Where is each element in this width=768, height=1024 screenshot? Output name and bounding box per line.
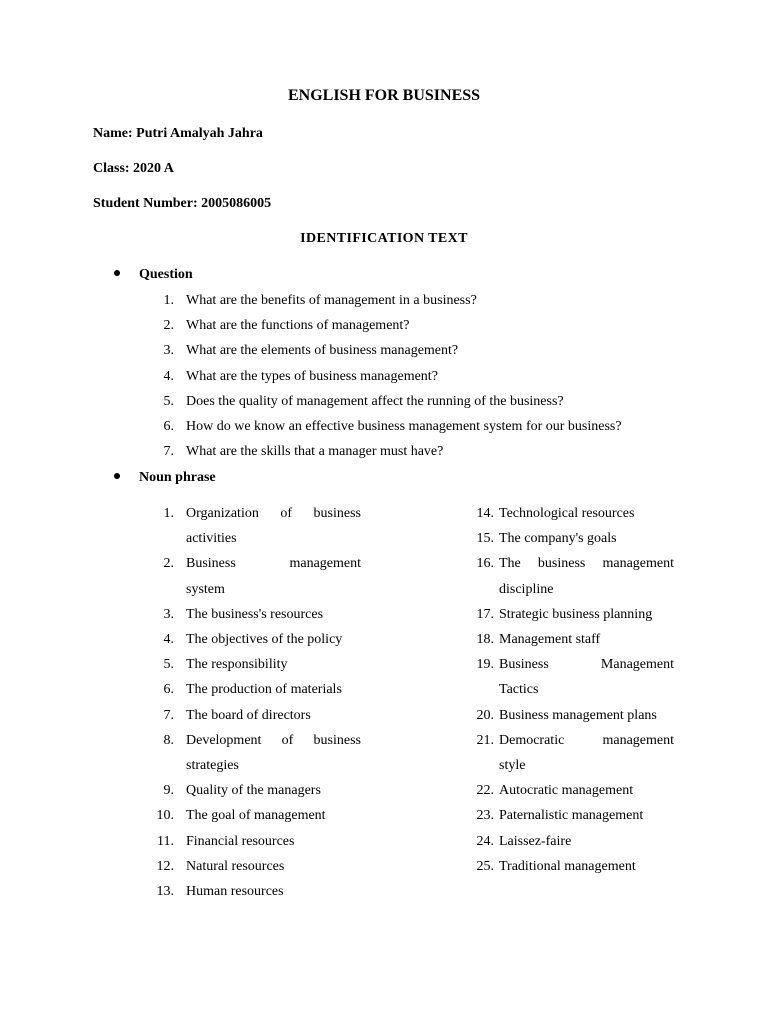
noun-phrase-text: Business management plans xyxy=(499,707,657,723)
noun-phrase-word: Organization xyxy=(186,506,259,521)
noun-phrase-heading xyxy=(114,470,216,486)
noun-phrase-number: 14. xyxy=(476,506,494,521)
noun-phrase-text: The objectives of the policy xyxy=(186,632,343,647)
question-heading-label: Question xyxy=(139,267,193,282)
noun-phrase-text: Quality of the managers xyxy=(186,783,321,799)
noun-phrase-number: 2. xyxy=(163,556,174,572)
noun-phrase-word: business xyxy=(313,732,361,748)
noun-phrase-text-line xyxy=(499,556,674,572)
noun-phrase-text: Human resources xyxy=(186,884,284,899)
noun-phrase-word: Management xyxy=(600,657,674,673)
noun-phrase-text-line xyxy=(499,657,674,673)
noun-phrase-number: 22. xyxy=(476,783,494,799)
noun-phrase-text: The company's goals xyxy=(499,531,617,547)
noun-phrase-number: 5. xyxy=(163,657,174,673)
noun-phrase-text-continuation: strategies xyxy=(186,757,239,773)
question-number: 5. xyxy=(163,393,174,409)
student-class: Class: 2020 A xyxy=(93,161,174,176)
noun-phrase-number: 13. xyxy=(156,884,174,899)
noun-phrase-text: Technological resources xyxy=(499,506,635,521)
noun-phrase-word: of xyxy=(280,506,293,521)
question-number: 1. xyxy=(163,293,174,308)
noun-phrase-text: Financial resources xyxy=(186,833,295,849)
noun-phrase-number: 19. xyxy=(476,657,494,673)
question-text: What are the benefits of management in a business? xyxy=(186,293,477,308)
noun-phrase-word: Development xyxy=(186,732,262,748)
noun-phrase-number: 7. xyxy=(163,707,174,723)
noun-phrase-number: 9. xyxy=(163,783,174,799)
question-text: What are the elements of business management? xyxy=(186,343,459,359)
noun-phrase-text-continuation: activities xyxy=(186,531,237,547)
noun-phrase-text: The business's resources xyxy=(186,606,324,622)
noun-phrase-number: 15. xyxy=(476,531,494,547)
noun-phrase-number: 3. xyxy=(163,606,174,622)
noun-phrase-number: 4. xyxy=(163,632,174,647)
noun-phrase-number: 18. xyxy=(476,632,494,647)
noun-phrase-number: 12. xyxy=(156,858,174,874)
noun-phrase-text: Laissez-faire xyxy=(499,833,572,849)
noun-phrase-number: 11. xyxy=(157,833,174,849)
noun-phrase-heading-label: Noun phrase xyxy=(139,470,216,485)
noun-phrase-text-line xyxy=(186,506,361,522)
question-text: Does the quality of management affect the running of the business? xyxy=(186,393,564,409)
bullet-icon xyxy=(114,270,120,276)
noun-phrase-text-continuation: Tactics xyxy=(499,682,539,698)
question-number: 6. xyxy=(163,419,174,434)
noun-phrase-text: The production of materials xyxy=(186,682,342,698)
question-heading xyxy=(114,267,193,283)
noun-phrase-number: 17. xyxy=(476,606,494,622)
noun-phrase-word: business xyxy=(313,506,361,521)
noun-phrase-text: The responsibility xyxy=(186,657,288,673)
noun-phrase-word: management xyxy=(602,732,674,748)
noun-phrase-number: 20. xyxy=(476,707,494,723)
noun-phrase-number: 21. xyxy=(476,732,494,748)
noun-phrase-text-continuation: style xyxy=(499,757,526,773)
student-number: Student Number: 2005086005 xyxy=(93,196,272,211)
noun-phrase-word: The xyxy=(499,556,521,572)
question-number: 3. xyxy=(163,343,174,359)
noun-phrase-text-continuation: discipline xyxy=(499,581,554,597)
noun-phrase-text: The goal of management xyxy=(186,808,326,824)
noun-phrase-text-continuation: system xyxy=(186,581,225,597)
question-text: What are the types of business management? xyxy=(186,368,438,384)
question-number: 4. xyxy=(163,368,174,384)
noun-phrase-number: 16. xyxy=(476,556,494,572)
noun-phrase-word: business xyxy=(537,556,586,572)
noun-phrase-number: 6. xyxy=(163,682,174,698)
question-text: What are the skills that a manager must have? xyxy=(186,444,444,460)
section-title: IDENTIFICATION TEXT xyxy=(300,231,468,246)
noun-phrase-text: The board of directors xyxy=(186,707,311,723)
noun-phrase-number: 23. xyxy=(476,808,494,824)
noun-phrase-text-line xyxy=(499,733,674,749)
noun-phrase-text: Strategic business planning xyxy=(499,606,653,622)
noun-phrase-text-line xyxy=(186,733,361,749)
document-title: ENGLISH FOR BUSINESS xyxy=(287,87,481,104)
noun-phrase-number: 25. xyxy=(476,858,494,874)
noun-phrase-number: 1. xyxy=(163,506,174,521)
noun-phrase-word: Business xyxy=(499,657,549,673)
noun-phrase-number: 10. xyxy=(156,808,174,824)
question-number: 7. xyxy=(163,444,174,460)
noun-phrase-word: of xyxy=(281,732,294,748)
noun-phrase-number: 8. xyxy=(163,732,174,748)
noun-phrase-text: Autocratic management xyxy=(499,783,634,799)
noun-phrase-text: Natural resources xyxy=(186,858,285,874)
noun-phrase-word: Democratic xyxy=(499,732,565,748)
bullet-icon xyxy=(114,473,120,479)
student-name: Name: Putri Amalyah Jahra xyxy=(93,126,263,141)
question-text: How do we know an effective business management system for our business? xyxy=(186,419,622,434)
noun-phrase-text: Management staff xyxy=(499,632,601,647)
noun-phrase-word: management xyxy=(289,556,361,572)
noun-phrase-number: 24. xyxy=(476,833,494,849)
noun-phrase-word: management xyxy=(602,556,674,572)
noun-phrase-word: Business xyxy=(186,556,236,572)
noun-phrase-text-line xyxy=(186,556,361,572)
question-number: 2. xyxy=(163,318,174,334)
question-text: What are the functions of management? xyxy=(186,318,410,334)
noun-phrase-text: Paternalistic management xyxy=(499,808,644,824)
noun-phrase-text: Traditional management xyxy=(499,858,636,874)
